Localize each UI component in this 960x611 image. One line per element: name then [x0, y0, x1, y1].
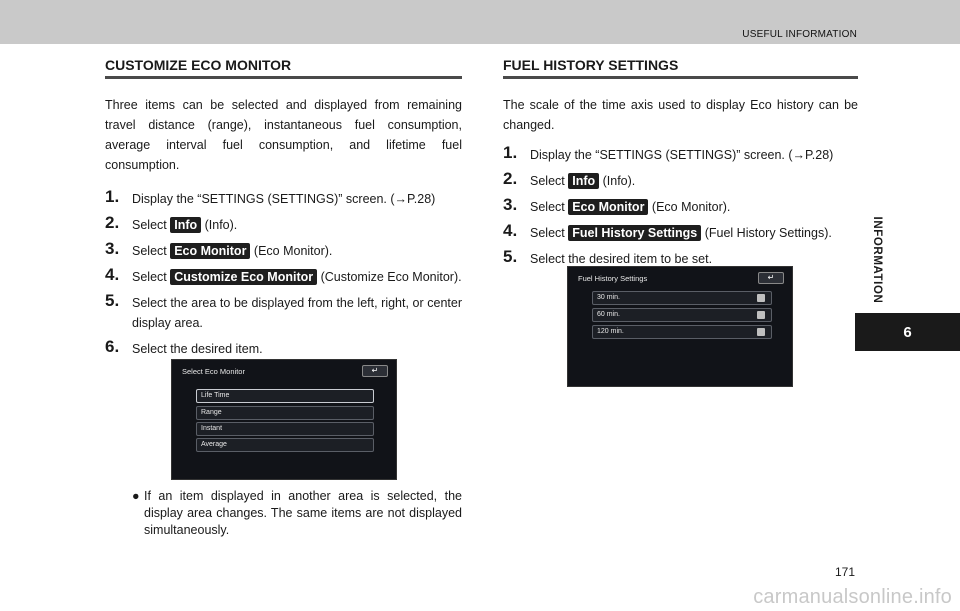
note [105, 488, 462, 539]
step-text: (Info). [599, 174, 636, 188]
info-button-label: Info [568, 173, 599, 189]
right-column [503, 57, 858, 269]
step [105, 241, 462, 261]
side-tab-label [866, 205, 888, 315]
chapter-tab: 6 [855, 313, 960, 351]
step [105, 293, 462, 333]
step-text: Select the area to be displayed from the left, right, or center display area. [132, 296, 462, 330]
page-header-bar [0, 0, 960, 44]
step-number: 2. [503, 169, 518, 188]
step-text: (Fuel History Settings). [701, 226, 832, 240]
section-heading: CUSTOMIZE ECO MONITOR [105, 57, 462, 79]
fuel-history-settings-screenshot [567, 266, 793, 387]
screen-list-item: 120 min. [592, 325, 772, 339]
screen-list-item: Instant [196, 422, 374, 436]
step [105, 339, 462, 359]
step-text: (Eco Monitor). [250, 244, 333, 258]
step [105, 189, 462, 209]
left-column [105, 57, 462, 359]
step-text: (Customize Eco Monitor). [317, 270, 462, 284]
step-text: Select the desired item. [132, 342, 263, 356]
step-number: 5. [503, 247, 518, 266]
screen-list-item: 60 min. [592, 308, 772, 322]
checkbox-icon [757, 328, 765, 336]
step-number: 3. [503, 195, 518, 214]
fuel-history-settings-button-label: Fuel History Settings [568, 225, 701, 241]
step [503, 145, 858, 165]
step-text: Display the “SETTINGS (SETTINGS)” screen. (→P.28) [132, 192, 436, 206]
step-text: (Info). [201, 218, 238, 232]
step-text: Select [530, 174, 569, 188]
screen-list-item: Life Time [196, 389, 374, 403]
screen-list-item: Range [196, 406, 374, 420]
checkbox-icon [757, 311, 765, 319]
section-heading: FUEL HISTORY SETTINGS [503, 57, 858, 79]
step-text: Select the desired item to be set. [530, 252, 713, 266]
step-text: Select [530, 200, 569, 214]
step-number: 5. [105, 291, 120, 310]
screen-title: Select Eco Monitor [182, 367, 245, 376]
step [105, 215, 462, 235]
step-text: Select [132, 270, 171, 284]
screen-title: Fuel History Settings [578, 274, 648, 283]
step-text: Select [530, 226, 569, 240]
step [503, 171, 858, 191]
step-text: Select [132, 218, 171, 232]
back-icon: ↵ [758, 272, 784, 284]
step-text: Display the “SETTINGS (SETTINGS)” screen. (→P.28) [530, 148, 834, 162]
screen-list-item: Average [196, 438, 374, 452]
step-number: 1. [105, 187, 120, 206]
checkbox-icon [757, 294, 765, 302]
eco-monitor-button-label: Eco Monitor [568, 199, 648, 215]
customize-eco-monitor-button-label: Customize Eco Monitor [170, 269, 317, 285]
intro-paragraph: The scale of the time axis used to display Eco history can be changed. [503, 98, 858, 132]
section-label: USEFUL INFORMATION [742, 29, 857, 40]
screen-list-item: 30 min. [592, 291, 772, 305]
step-text: Select [132, 244, 171, 258]
step [105, 267, 462, 287]
step-text: (Eco Monitor). [648, 200, 731, 214]
step [503, 223, 858, 243]
step-number: 3. [105, 239, 120, 258]
eco-monitor-button-label: Eco Monitor [170, 243, 250, 259]
step-number: 1. [503, 143, 518, 162]
page-number: 171 [835, 565, 856, 579]
note-text: If an item displayed in another area is selected, the display area changes. The same items are not displayed simultaneously. [144, 489, 462, 537]
step [503, 197, 858, 217]
back-icon: ↵ [362, 365, 388, 377]
intro-paragraph: Three items can be selected and displayed from remaining travel distance (range), instantaneous fuel consumption, average interval fuel consumption, and lifetime fuel consumption. [105, 98, 462, 172]
step-number: 6. [105, 337, 120, 356]
info-button-label: Info [170, 217, 201, 233]
watermark: carmanualsonline.info [753, 586, 952, 608]
step-number: 2. [105, 213, 120, 232]
step-number: 4. [503, 221, 518, 240]
side-tab-text: INFORMATION [871, 216, 883, 304]
select-eco-monitor-screenshot [171, 359, 397, 480]
step-number: 4. [105, 265, 120, 284]
bullet-icon: ● [132, 489, 140, 503]
